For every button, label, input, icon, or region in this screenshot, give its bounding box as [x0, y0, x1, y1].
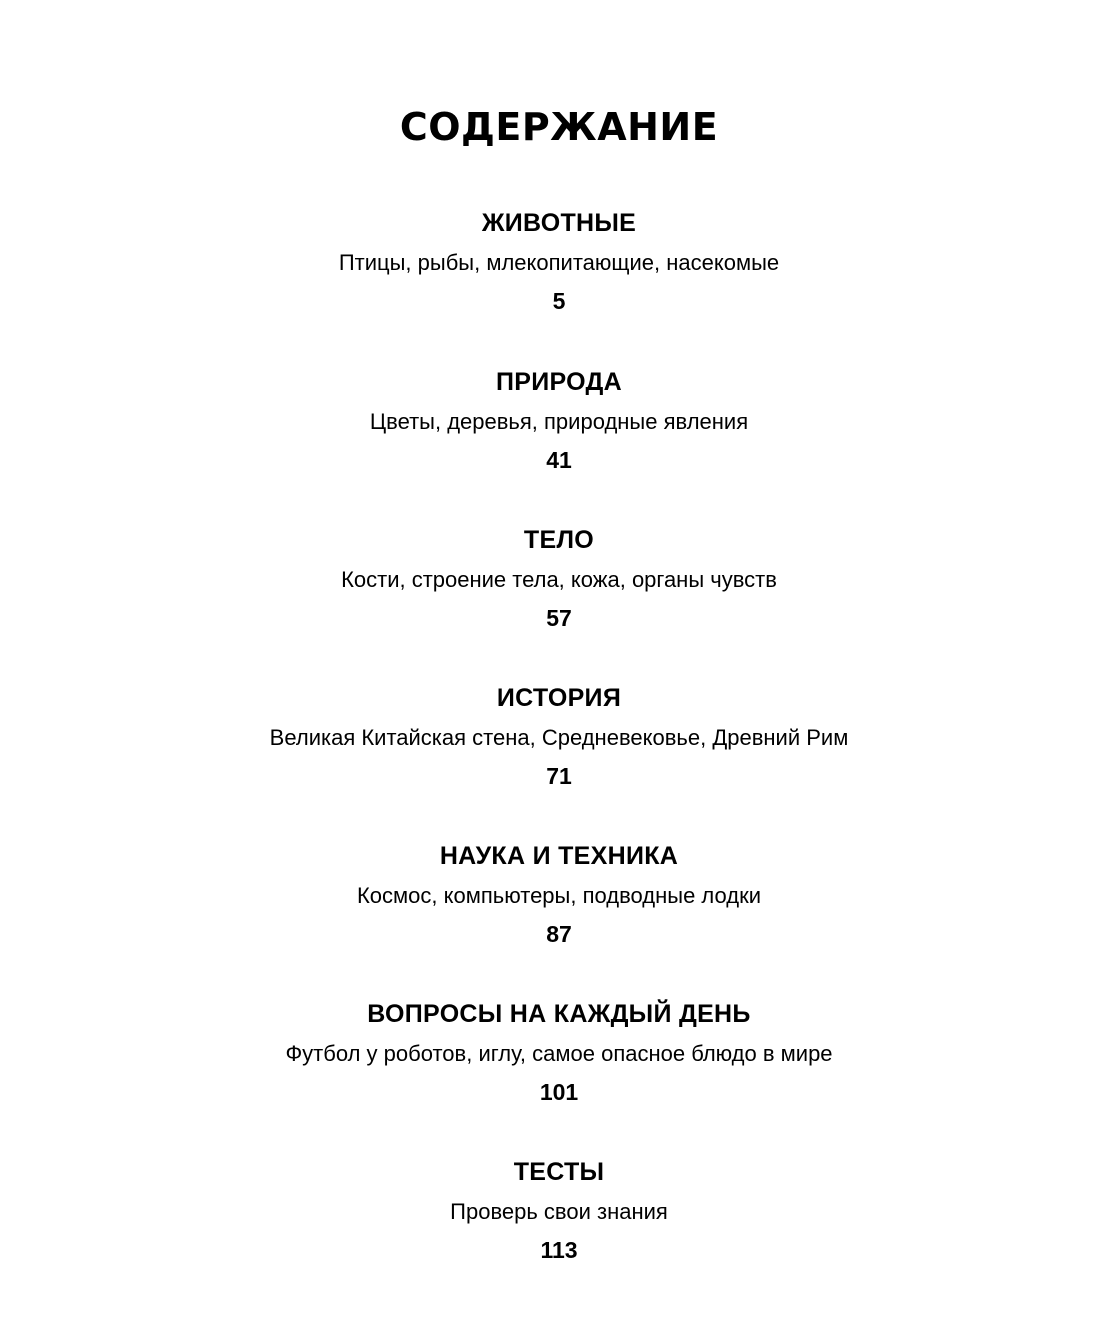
- section-description: Кости, строение тела, кожа, органы чувств: [341, 567, 777, 592]
- section-page-number: 87: [546, 921, 572, 947]
- section-page-number: 5: [552, 288, 566, 314]
- section-page-number: 41: [546, 447, 572, 473]
- section-page-number: 71: [546, 763, 572, 789]
- toc-section-nature[interactable]: [0, 367, 1100, 473]
- section-title: НАУКА И ТЕХНИКА: [439, 842, 679, 870]
- section-page-number: 101: [539, 1079, 579, 1105]
- section-description: Великая Китайская стена, Средневековье, Древний Рим: [269, 725, 849, 750]
- section-title: ПРИРОДА: [495, 368, 623, 396]
- section-title: ТЕСТЫ: [513, 1158, 605, 1186]
- toc-section-science[interactable]: [0, 841, 1100, 947]
- section-description: Цветы, деревья, природные явления: [369, 409, 749, 434]
- section-description: Футбол у роботов, иглу, самое опасное блюдо в мире: [285, 1041, 833, 1066]
- section-description: Птицы, рыбы, млекопитающие, насекомые: [338, 250, 780, 275]
- section-page-number: 57: [546, 605, 572, 631]
- section-title: ЖИВОТНЫЕ: [481, 209, 637, 237]
- section-title: ТЕЛО: [523, 526, 595, 554]
- toc-section-animals[interactable]: [0, 208, 1100, 314]
- section-description: Проверь свои знания: [450, 1199, 668, 1224]
- section-description: Космос, компьютеры, подводные лодки: [356, 883, 762, 908]
- section-title: ИСТОРИЯ: [496, 684, 622, 712]
- toc-section-everyday-questions[interactable]: [0, 999, 1100, 1105]
- toc-section-body[interactable]: [0, 525, 1100, 631]
- page-title: СОДЕРЖАНИЕ: [399, 105, 719, 149]
- section-title: ВОПРОСЫ НА КАЖДЫЙ ДЕНЬ: [367, 1000, 751, 1028]
- toc-section-tests[interactable]: [0, 1157, 1100, 1263]
- toc-section-history[interactable]: [0, 683, 1100, 789]
- section-page-number: 113: [540, 1237, 578, 1263]
